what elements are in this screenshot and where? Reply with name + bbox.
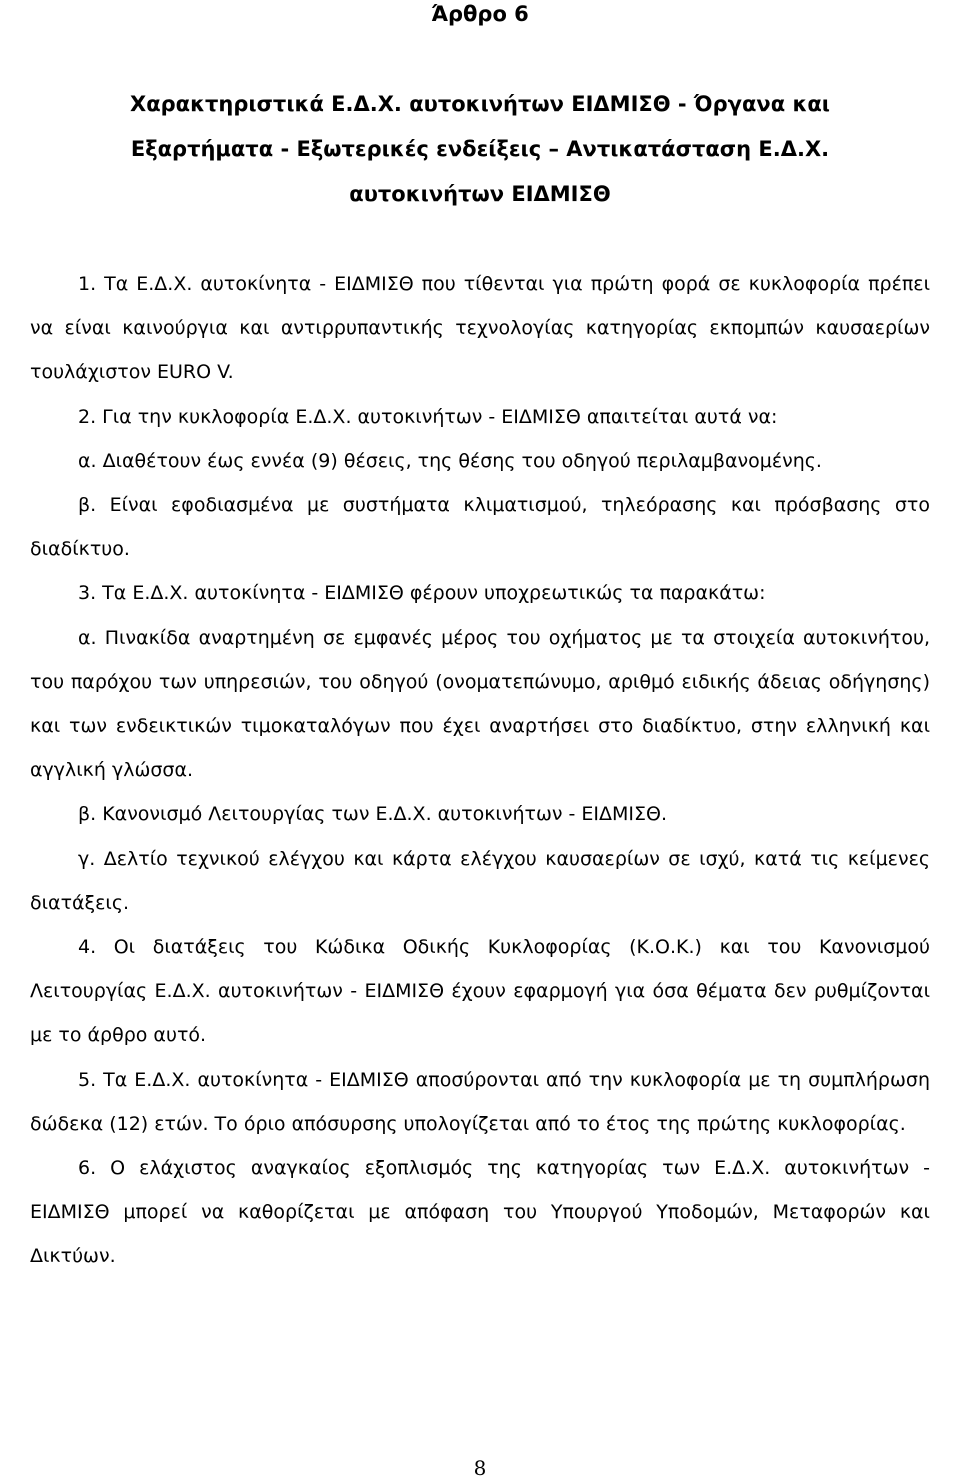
paragraph-6: 6. Ο ελάχιστος αναγκαίος εξοπλισμός της κατηγορίας των Ε.Δ.Χ. αυτοκινήτων - ΕΙΔΜΙΣΘ μπορεί να καθορίζεται με απόφαση του Υπουργού Υποδομών, Μεταφορών και Δικτύων. <box>30 1157 930 1268</box>
article-title: Άρθρο 6 <box>431 2 529 26</box>
paragraph-3a: α. Πινακίδα αναρτημένη σε εμφανές μέρος του οχήματος με τα στοιχεία αυτοκινήτου, του παρόχου των υπηρεσιών, του οδηγού (ονοματεπώνυμο, αριθμό ειδικής άδειας οδήγησης) και των ενδεικτικών τιμοκαταλόγων που έχει αναρτήσει στο διαδίκτυο, στην ελληνική και αγγλική γλώσσα. <box>30 626 930 782</box>
page-number: 8 <box>473 1456 487 1480</box>
paragraph-3: 3. Τα Ε.Δ.Χ. αυτοκίνητα - ΕΙΔΜΙΣΘ φέρουν υποχρεωτικώς τα παρακάτω: <box>78 582 766 605</box>
paragraph-4: 4. Οι διατάξεις του Κώδικα Οδικής Κυκλοφορίας (Κ.Ο.Κ.) και του Κανονισμού Λειτουργίας Ε.Δ.Χ. αυτοκινήτων - ΕΙΔΜΙΣΘ έχουν εφαρμογή για όσα θέματα δεν ρυθμίζονται με το άρθρο αυτό. <box>30 936 930 1047</box>
paragraph-2b: β. Είναι εφοδιασμένα με συστήματα κλιματισμού, τηλεόρασης και πρόσβασης στο διαδίκτυο. <box>30 494 930 561</box>
article-body <box>30 262 930 1279</box>
paragraph-1: 1. Τα Ε.Δ.Χ. αυτοκίνητα - ΕΙΔΜΙΣΘ που τίθενται για πρώτη φορά σε κυκλοφορία πρέπει να είναι καινούργια και αντιρρυπαντικής τεχνολογίας κατηγορίας εκπομπών καυσαερίων τουλάχιστον EURO V. <box>30 273 930 384</box>
paragraph-2: 2. Για την κυκλοφορία Ε.Δ.Χ. αυτοκινήτων - ΕΙΔΜΙΣΘ απαιτείται αυτά να: <box>78 405 778 428</box>
paragraph-3c: γ. Δελτίο τεχνικού ελέγχου και κάρτα ελέγχου καυσαερίων σε ισχύ, κατά τις κείμενες διατάξεις. <box>30 847 930 914</box>
paragraph-2a: α. Διαθέτουν έως εννέα (9) θέσεις, της θέσης του οδηγού περιλαμβανομένης. <box>78 449 822 472</box>
paragraph-3b: β. Κανονισμό Λειτουργίας των Ε.Δ.Χ. αυτοκινήτων - ΕΙΔΜΙΣΘ. <box>78 803 668 826</box>
paragraph-5: 5. Τα Ε.Δ.Χ. αυτοκίνητα - ΕΙΔΜΙΣΘ αποσύρονται από την κυκλοφορία με τη συμπλήρωση δώδεκα (12) ετών. Το όριο απόσυρσης υπολογίζεται από το έτος της πρώτης κυκλοφορίας. <box>30 1068 930 1135</box>
article-heading: Χαρακτηριστικά Ε.Δ.Χ. αυτοκινήτων ΕΙΔΜΙΣΘ - Όργανα και Εξαρτήματα - Εξωτερικές ενδείξεις – Αντικατάσταση Ε.Δ.Χ. αυτοκινήτων ΕΙΔΜΙΣΘ <box>130 92 830 206</box>
